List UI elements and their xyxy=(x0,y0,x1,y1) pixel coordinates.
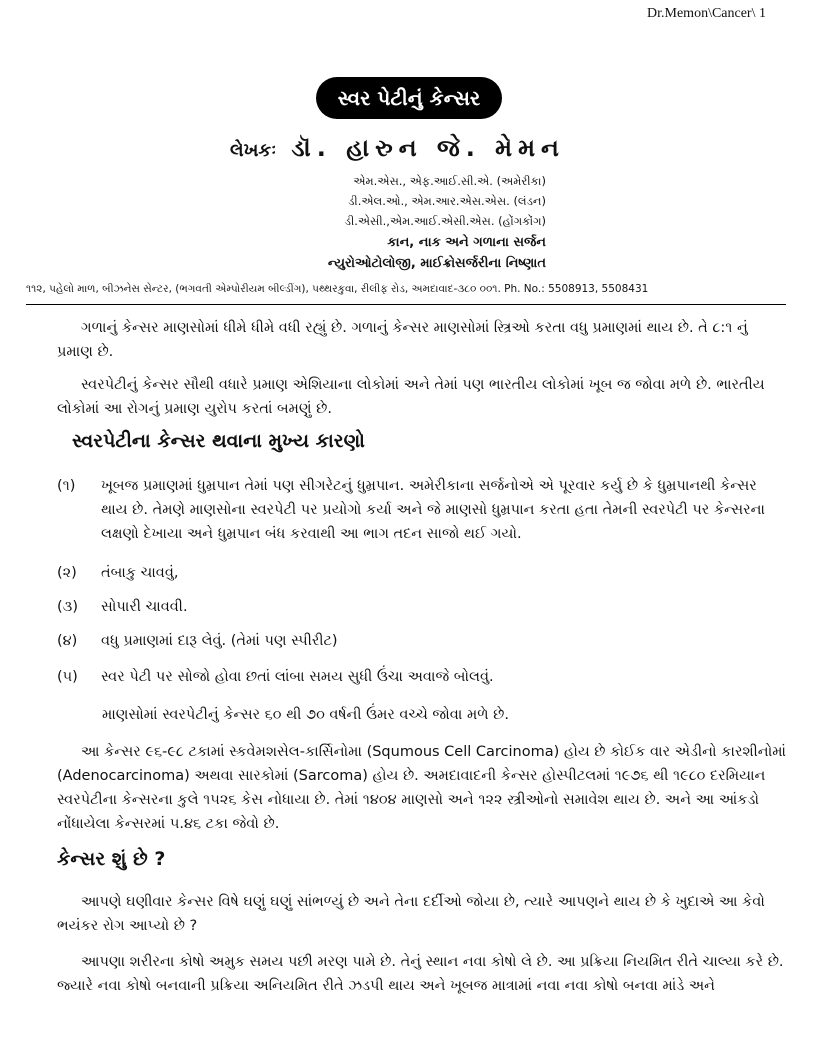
address-line: ૧૧૨, પહેલો માળ, બીઝનેસ સેન્ટર, (ભગવતી એમ્પોરીયમ બીલ્ડીંગ), પથ્થરકુવા, રીલીફ રોડ, અમદાવાદ-૩૮૦ ૦૦૧. Ph. No.: 5508913, 5508431 xyxy=(26,283,649,295)
cause-item xyxy=(57,665,787,689)
cause-number: (૨) xyxy=(57,565,77,581)
cause-number: (૩) xyxy=(57,599,78,615)
causes-heading: સ્વરપેટીના કેન્સર થવાના મુખ્ય કારણો xyxy=(72,430,365,452)
author-line xyxy=(230,134,565,162)
cause-item xyxy=(57,629,787,653)
what-is-cancer-heading: કેન્સર શું છે ? xyxy=(57,848,166,870)
body-paragraph: આપણા શરીરના કોષો અમુક સમય પછી મરણ પામે છે. તેનું સ્થાન નવા કોષો લે છે. આ પ્રક્રિયા નિયમિત રીતે ચાલ્યા કરે છે. જ્યારે નવા કોષો બનવાની પ્રક્રિયા અનિયમિત રીતે ઝડપી થાય અને ખૂબજ માત્રામાં નવા નવા કોષો બનવા માંડે અને xyxy=(57,954,784,994)
qualification-line: એમ.એસ., એફ.આઈ.સી.એ. (અમેરીકા) xyxy=(353,174,546,188)
cause-item xyxy=(57,561,787,585)
page-reference: Dr.Memon\Cancer\ 1 xyxy=(647,6,766,21)
cause-text: સ્વર પેટી પર સોજો હોવા છતાં લાંબા સમય સુધી ઉંચા અવાજે બોલવું. xyxy=(101,669,494,685)
stats-paragraph: આ કેન્સર ૯૬-૯૮ ટકામાં સ્કવેમશસેલ-કાર્સિનોમા (Squmous Cell Carcinoma) હોય છે કોઈક વાર એડીનો કારશીનોમાં (Adenocarcinoma) અથવા સારકોમાં (Sarcoma) હોય છે. અમદાવાદની કેન્સર હોસ્પીટલમાં ૧૯૭૬ થી ૧૯૮૦ દરમિયાન સ્વરપેટીના કેન્સરના કુલે ૧૫૨૬ કેસ નોધાયા છે. તેમાં ૧૪૦૪ માણસો અને ૧૨૨ સ્ત્રીઓનો સમાવેશ થાય છે. અને આ આંકડો નોંધાયેલા કેન્સરમાં ૫.૪૬ ટકા જેવો છે. xyxy=(57,744,786,832)
specialty-line: ન્યુરોઓટોલોજી, માઈક્રોસર્જરીના નિષ્ણાત xyxy=(327,256,546,271)
body-paragraph: આપણે ઘણીવાર કેન્સર વિષે ઘણું ઘણું સાંભળ્યું છે અને તેના દર્દીઓ જોયા છે, ત્યારે આપણને થાય છે કે ખુદાએ આ કેવો ભયંકર રોગ આપ્યો છે ? xyxy=(57,894,765,934)
cause-item xyxy=(57,595,787,619)
cause-text: તંબાકુ ચાવવું, xyxy=(101,565,179,581)
author-prefix: લેખકઃ xyxy=(230,140,277,161)
cause-text: ખૂબજ પ્રમાણમાં ધુમ્રપાન તેમાં પણ સીગરેટનું ધુમ્રપાન. અમેરીકાના સર્જનોએ એ પૂરવાર કર્યુ છે કે ધુમ્રપાનથી કેન્સર થાય છે. તેમણે માણસોના સ્વરપેટી પર પ્રયોગો કર્યા અને જે માણસો ધુમ્રપાન કરતા હતા તેમની સ્વરપેટી પર કેન્સરના લક્ષણો દેખાયા અને ધુમ્રપાન બંધ કરવાથી આ ભાગ તદન સાજો થઈ ગયો. xyxy=(101,478,765,542)
cause-number: (૫) xyxy=(57,669,78,685)
author-name: ડૉ. હારુન જે. મેમન xyxy=(291,134,565,162)
cause-item xyxy=(57,474,787,546)
cause-number: (૧) xyxy=(57,478,76,494)
intro-paragraph: ગળાનું કેન્સર માણસોમાં ધીમે ધીમે વધી રહ્યું છે. ગળાનું કેન્સર માણસોમાં સ્ત્રિઓ કરતા વધુ પ્રમાણમાં થાય છે. તે ૮:૧ નું પ્રમાણ છે. xyxy=(57,320,748,360)
cause-number: (૪) xyxy=(57,633,78,649)
cause-text: વધુ પ્રમાણમાં દારૂ લેવું. (તેમાં પણ સ્પીરીટ) xyxy=(101,633,338,649)
cause-text: સોપારી ચાવવી. xyxy=(101,599,188,615)
article-title: સ્વર પેટીનું કેન્સર xyxy=(316,77,502,119)
age-note: માણસોમાં સ્વરપેટીનું કેન્સર ૬૦ થી ૭૦ વર્ષની ઉંમર વચ્ચે જોવા મળે છે. xyxy=(102,707,509,723)
qualification-line: ડી.એલ.ઓ., એમ.આર.એસ.એસ. (લંડન) xyxy=(348,194,546,208)
header-divider xyxy=(26,304,786,305)
intro-paragraph: સ્વરપેટીનું કેન્સર સૌથી વધારે પ્રમાણ એશિયાના લોકોમાં અને તેમાં પણ ભારતીય લોકોમાં ખૂબ જ જોવા મળે છે. ભારતીય લોકોમાં આ રોગનું પ્રમાણ યુરોપ કરતાં બમણું છે. xyxy=(57,377,765,417)
qualification-line: ડી.એસી.,એમ.આઈ.એસી.એસ. (હોંગકોંગ) xyxy=(344,214,546,228)
specialty-line: કાન, નાક અને ગળાના સર્જન xyxy=(387,235,546,250)
